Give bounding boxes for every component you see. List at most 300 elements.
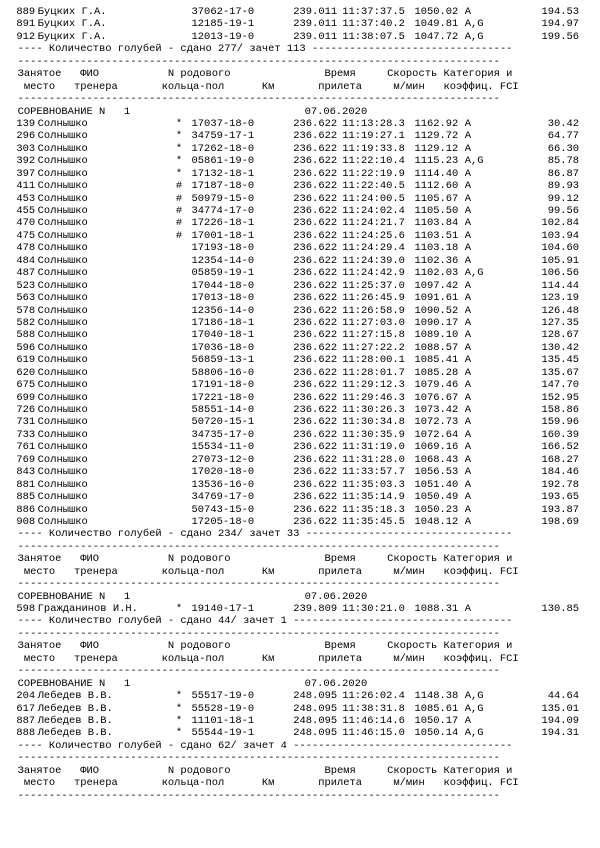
result-row — [0, 31, 600, 43]
cell-fci: 86.87 — [547, 167, 580, 180]
result-row — [0, 255, 600, 267]
cell-km: 236.622 — [293, 466, 338, 479]
cell-place: 296 — [16, 130, 36, 143]
cell-speed: 1085.61 — [414, 702, 459, 715]
result-row — [0, 603, 600, 615]
cell-time: 11:24:42.9 — [342, 267, 405, 280]
cell-name: Солнышко — [37, 379, 88, 392]
cell-ring: 34735-17-0 — [191, 428, 255, 441]
cell-name: Солнышко — [37, 217, 88, 230]
column-header-row-1: Занятое ФИО N родового Время Скорость Категория и — [17, 553, 513, 566]
competition-date: 07.06.2020 — [304, 677, 368, 690]
cell-ring: 17040-18-1 — [191, 329, 255, 342]
cell-cat: A — [464, 117, 471, 130]
pigeon-count-summary: ---- Количество голубей - сдано 277/ зачет 113 -------------------------------- — [17, 43, 513, 56]
cell-ring: 12356-14-0 — [191, 304, 255, 317]
separator-line — [0, 56, 600, 68]
cell-fci: 194.97 — [541, 18, 580, 31]
header-line-2 — [0, 653, 600, 665]
cell-fci: 158.86 — [541, 404, 580, 416]
result-row — [0, 441, 600, 453]
cell-name: Солнышко — [37, 117, 88, 130]
result-row — [0, 454, 600, 466]
cell-cat: A — [464, 503, 471, 516]
cell-cat: A — [464, 192, 471, 205]
result-row — [0, 690, 600, 702]
cell-place: 453 — [16, 192, 36, 205]
cell-fci: 44.64 — [547, 690, 580, 703]
cell-name: Буцких Г.А. — [37, 6, 107, 18]
separator: ----------------------------------------------------------------------------- — [17, 55, 500, 68]
cell-time: 11:19:27.1 — [342, 130, 405, 143]
cell-cat: A — [464, 254, 471, 267]
cell-cat: A — [464, 142, 471, 155]
cell-ring: 50720-15-1 — [191, 416, 255, 429]
cell-speed: 1148.38 — [414, 690, 459, 703]
cell-time: 11:30:34.8 — [342, 416, 405, 429]
cell-name: Солнышко — [37, 341, 88, 354]
cell-mark: # — [175, 180, 183, 193]
result-row — [0, 292, 600, 304]
cell-mark: * — [175, 130, 183, 143]
cell-ring: 55544-19-1 — [191, 727, 255, 740]
cell-fci: 193.87 — [541, 503, 580, 516]
cell-km: 236.622 — [293, 167, 338, 180]
cell-ring: 19140-17-1 — [191, 603, 255, 615]
column-header-row-1: Занятое ФИО N родового Время Скорость Категория и — [17, 640, 513, 653]
cell-place: 912 — [16, 30, 36, 43]
cell-time: 11:46:14.6 — [342, 714, 405, 727]
cell-speed: 1050.14 — [414, 727, 459, 740]
result-row — [0, 703, 600, 715]
cell-km: 236.622 — [293, 503, 338, 516]
result-row — [0, 18, 600, 30]
cell-speed: 1103.84 — [414, 217, 459, 230]
result-row — [0, 367, 600, 379]
cell-fci: 106.56 — [541, 267, 580, 280]
result-row — [0, 193, 600, 205]
cell-name: Солнышко — [37, 466, 88, 479]
cell-fci: 152.95 — [541, 391, 580, 404]
cell-cat: A,G — [464, 30, 484, 43]
cell-speed: 1048.12 — [414, 515, 459, 528]
cell-km: 236.622 — [293, 180, 338, 193]
cell-cat: A — [464, 354, 471, 367]
cell-speed: 1162.92 — [414, 117, 459, 130]
cell-ring: 17001-18-1 — [191, 229, 255, 242]
cell-cat: A — [464, 478, 471, 491]
separator: ----------------------------------------------------------------------------- — [17, 93, 500, 106]
cell-fci: 128.67 — [541, 329, 580, 342]
separator-line — [0, 665, 600, 677]
cell-place: 397 — [16, 167, 36, 180]
cell-name: Солнышко — [37, 180, 88, 193]
cell-ring: 17262-18-0 — [191, 142, 255, 155]
cell-cat: A — [464, 428, 471, 441]
cell-cat: A — [464, 603, 471, 615]
cell-speed: 1103.51 — [414, 229, 459, 242]
cell-speed: 1050.49 — [414, 491, 459, 504]
result-row — [0, 516, 600, 528]
cell-ring: 55528-19-0 — [191, 702, 255, 715]
pigeon-count-summary: ---- Количество голубей - сдано 44/ зачет 1 ----------------------------------- — [17, 615, 513, 628]
cell-ring: 17013-18-0 — [191, 292, 255, 305]
cell-km: 236.622 — [293, 491, 338, 504]
cell-time: 11:35:03.3 — [342, 478, 405, 491]
cell-km: 236.622 — [293, 117, 338, 130]
cell-name: Солнышко — [37, 428, 88, 441]
cell-fci: 89.93 — [547, 180, 580, 193]
cell-name: Солнышко — [37, 130, 88, 143]
separator: ----------------------------------------------------------------------------- — [17, 627, 500, 640]
cell-cat: A — [464, 491, 471, 504]
cell-place: 726 — [16, 404, 36, 416]
cell-km: 236.622 — [293, 142, 338, 155]
cell-name: Лебедев В.В. — [37, 727, 113, 740]
cell-cat: A — [464, 242, 471, 255]
cell-time: 11:28:00.1 — [342, 354, 405, 367]
cell-km: 236.622 — [293, 267, 338, 280]
cell-mark: # — [175, 229, 183, 242]
cell-fci: 184.46 — [541, 466, 580, 479]
cell-fci: 126.48 — [541, 304, 580, 317]
cell-cat: A — [464, 341, 471, 354]
cell-name: Солнышко — [37, 254, 88, 267]
cell-time: 11:24:25.6 — [342, 229, 405, 242]
cell-km: 236.622 — [293, 379, 338, 392]
cell-ring: 34769-17-0 — [191, 491, 255, 504]
cell-ring: 13536-16-0 — [191, 478, 255, 491]
result-row — [0, 479, 600, 491]
cell-cat: A — [464, 416, 471, 429]
cell-km: 236.622 — [293, 217, 338, 230]
cell-name: Солнышко — [37, 416, 88, 429]
cell-ring: 12354-14-0 — [191, 254, 255, 267]
cell-mark: * — [175, 690, 183, 703]
cell-place: 487 — [16, 267, 36, 280]
result-row — [0, 354, 600, 366]
cell-name: Солнышко — [37, 404, 88, 416]
cell-place: 733 — [16, 428, 36, 441]
cell-km: 248.095 — [293, 690, 338, 703]
cell-fci: 99.12 — [547, 192, 580, 205]
cell-fci: 194.09 — [541, 714, 580, 727]
cell-time: 11:31:28.0 — [342, 453, 405, 466]
cell-cat: A — [464, 292, 471, 305]
cell-place: 204 — [16, 690, 36, 703]
cell-place: 885 — [16, 491, 36, 504]
cell-time: 11:35:18.3 — [342, 503, 405, 516]
cell-cat: A — [464, 404, 471, 416]
competition-label: СОРЕВНОВАНИЕ N 1 — [17, 105, 131, 118]
result-row — [0, 217, 600, 229]
cell-time: 11:30:35.9 — [342, 428, 405, 441]
cell-ring: 27073-12-0 — [191, 453, 255, 466]
cell-time: 11:24:00.5 — [342, 192, 405, 205]
cell-km: 236.622 — [293, 229, 338, 242]
cell-speed: 1115.23 — [414, 155, 459, 168]
cell-time: 11:26:02.4 — [342, 690, 405, 703]
header-line-1 — [0, 553, 600, 565]
cell-ring: 15534-11-0 — [191, 441, 255, 454]
separator: ----------------------------------------------------------------------------- — [17, 752, 500, 765]
cell-speed: 1079.46 — [414, 379, 459, 392]
result-row — [0, 130, 600, 142]
cell-km: 248.095 — [293, 714, 338, 727]
cell-ring: 12013-19-0 — [191, 30, 255, 43]
cell-cat: A — [464, 379, 471, 392]
cell-time: 11:13:28.3 — [342, 117, 405, 130]
cell-fci: 66.30 — [547, 142, 580, 155]
cell-fci: 160.39 — [541, 428, 580, 441]
cell-place: 761 — [16, 441, 36, 454]
cell-ring: 12185-19-1 — [191, 18, 255, 31]
cell-km: 236.622 — [293, 155, 338, 168]
pigeon-count-summary: ---- Количество голубей - сдано 62/ зачет 4 ----------------------------------- — [17, 739, 513, 752]
cell-cat: A — [464, 167, 471, 180]
cell-cat: A,G — [464, 702, 484, 715]
cell-speed: 1129.72 — [414, 130, 459, 143]
cell-km: 236.622 — [293, 341, 338, 354]
result-row — [0, 317, 600, 329]
cell-name: Солнышко — [37, 205, 88, 217]
cell-time: 11:22:10.4 — [342, 155, 405, 168]
cell-ring: 17037-18-0 — [191, 117, 255, 130]
competition-line — [0, 591, 600, 603]
cell-speed: 1051.40 — [414, 478, 459, 491]
result-row — [0, 491, 600, 503]
cell-name: Солнышко — [37, 267, 88, 280]
cell-cat: A,G — [464, 727, 484, 740]
cell-km: 236.622 — [293, 192, 338, 205]
cell-place: 620 — [16, 366, 36, 379]
cell-ring: 17191-18-0 — [191, 379, 255, 392]
cell-name: Буцких Г.А. — [37, 18, 107, 31]
cell-mark: * — [175, 702, 183, 715]
cell-name: Солнышко — [37, 229, 88, 242]
cell-cat: A — [464, 279, 471, 292]
header-line-1 — [0, 640, 600, 652]
cell-time: 11:24:21.7 — [342, 217, 405, 230]
cell-km: 236.622 — [293, 130, 338, 143]
cell-ring: 17193-18-0 — [191, 242, 255, 255]
cell-ring: 50743-15-0 — [191, 503, 255, 516]
cell-mark: # — [175, 217, 183, 230]
cell-fci: 166.52 — [541, 441, 580, 454]
result-row — [0, 230, 600, 242]
cell-time: 11:29:46.3 — [342, 391, 405, 404]
separator: ----------------------------------------------------------------------------- — [17, 665, 500, 678]
total-line — [0, 43, 600, 55]
cell-cat: A — [464, 304, 471, 317]
cell-km: 236.622 — [293, 366, 338, 379]
cell-place: 891 — [16, 18, 36, 31]
total-line — [0, 740, 600, 752]
cell-ring: 17044-18-0 — [191, 279, 255, 292]
cell-place: 582 — [16, 316, 36, 329]
result-row — [0, 429, 600, 441]
cell-mark: * — [175, 714, 183, 727]
cell-place: 523 — [16, 279, 36, 292]
competition-line — [0, 106, 600, 118]
cell-cat: A — [464, 217, 471, 230]
cell-ring: 17226-18-1 — [191, 217, 255, 230]
cell-name: Солнышко — [37, 279, 88, 292]
cell-name: Лебедев В.В. — [37, 714, 113, 727]
cell-speed: 1073.42 — [414, 404, 459, 416]
cell-speed: 1072.73 — [414, 416, 459, 429]
cell-km: 236.622 — [293, 292, 338, 305]
cell-cat: A,G — [464, 267, 484, 280]
cell-cat: A — [464, 466, 471, 479]
cell-name: Солнышко — [37, 155, 88, 168]
cell-ring: 34759-17-1 — [191, 130, 255, 143]
competition-label: СОРЕВНОВАНИЕ N 1 — [17, 590, 131, 603]
cell-place: 478 — [16, 242, 36, 255]
cell-fci: 127.35 — [541, 316, 580, 329]
cell-place: 888 — [16, 727, 36, 740]
cell-name: Солнышко — [37, 316, 88, 329]
cell-fci: 194.31 — [541, 727, 580, 740]
cell-km: 236.622 — [293, 279, 338, 292]
cell-time: 11:46:15.0 — [342, 727, 405, 740]
cell-km: 236.622 — [293, 242, 338, 255]
cell-place: 769 — [16, 453, 36, 466]
cell-time: 11:26:45.9 — [342, 292, 405, 305]
cell-time: 11:37:37.5 — [342, 6, 405, 18]
cell-place: 563 — [16, 292, 36, 305]
cell-km: 239.011 — [293, 18, 338, 31]
column-header-row-1: Занятое ФИО N родового Время Скорость Категория и — [17, 68, 513, 81]
cell-cat: A,G — [464, 690, 484, 703]
cell-cat: A — [464, 130, 471, 143]
result-row — [0, 155, 600, 167]
column-header-row-2: место тренера кольца-пол Км прилета м/мин коэффиц. FCI — [17, 565, 519, 578]
cell-place: 411 — [16, 180, 36, 193]
cell-fci: 130.85 — [541, 603, 580, 615]
cell-fci: 168.27 — [541, 453, 580, 466]
column-header-row-1: Занятое ФИО N родового Время Скорость Категория и — [17, 764, 513, 777]
cell-name: Солнышко — [37, 366, 88, 379]
cell-mark: * — [175, 727, 183, 740]
separator-line — [0, 578, 600, 590]
cell-fci: 192.78 — [541, 478, 580, 491]
cell-km: 236.622 — [293, 416, 338, 429]
cell-mark: * — [175, 167, 183, 180]
cell-fci: 30.42 — [547, 117, 580, 130]
cell-ring: 37062-17-0 — [191, 6, 255, 18]
cell-time: 11:24:29.4 — [342, 242, 405, 255]
cell-cat: A — [464, 515, 471, 528]
result-row — [0, 392, 600, 404]
result-row — [0, 180, 600, 192]
separator: ----------------------------------------------------------------------------- — [17, 789, 500, 802]
cell-speed: 1050.17 — [414, 714, 459, 727]
cell-speed: 1085.41 — [414, 354, 459, 367]
cell-place: 617 — [16, 702, 36, 715]
cell-time: 11:26:58.9 — [342, 304, 405, 317]
cell-fci: 198.69 — [541, 515, 580, 528]
cell-km: 236.622 — [293, 205, 338, 217]
cell-place: 588 — [16, 329, 36, 342]
cell-mark: * — [175, 603, 183, 615]
cell-place: 843 — [16, 466, 36, 479]
cell-name: Солнышко — [37, 491, 88, 504]
cell-name: Солнышко — [37, 453, 88, 466]
cell-time: 11:35:14.9 — [342, 491, 405, 504]
cell-fci: 114.44 — [541, 279, 580, 292]
cell-place: 596 — [16, 341, 36, 354]
cell-place: 887 — [16, 714, 36, 727]
cell-speed: 1056.53 — [414, 466, 459, 479]
cell-cat: A,G — [464, 155, 484, 168]
cell-place: 470 — [16, 217, 36, 230]
cell-ring: 17187-18-0 — [191, 180, 255, 193]
cell-place: 619 — [16, 354, 36, 367]
cell-name: Солнышко — [37, 354, 88, 367]
cell-speed: 1129.12 — [414, 142, 459, 155]
cell-speed: 1105.50 — [414, 205, 459, 217]
cell-place: 886 — [16, 503, 36, 516]
cell-cat: A — [464, 366, 471, 379]
result-row — [0, 329, 600, 341]
result-row — [0, 280, 600, 292]
cell-ring: 17221-18-0 — [191, 391, 255, 404]
cell-ring: 17020-18-0 — [191, 466, 255, 479]
cell-speed: 1088.57 — [414, 341, 459, 354]
cell-cat: A — [464, 453, 471, 466]
cell-name: Солнышко — [37, 515, 88, 528]
cell-fci: 85.78 — [547, 155, 580, 168]
cell-place: 392 — [16, 155, 36, 168]
cell-mark: * — [175, 117, 183, 130]
header-line-2 — [0, 81, 600, 93]
cell-time: 11:22:19.9 — [342, 167, 405, 180]
cell-ring: 50979-15-0 — [191, 192, 255, 205]
cell-km: 236.622 — [293, 354, 338, 367]
cell-km: 248.095 — [293, 727, 338, 740]
cell-ring: 05859-19-1 — [191, 267, 255, 280]
cell-place: 578 — [16, 304, 36, 317]
cell-time: 11:19:33.8 — [342, 142, 405, 155]
cell-km: 236.622 — [293, 254, 338, 267]
cell-time: 11:22:40.5 — [342, 180, 405, 193]
cell-ring: 05861-19-0 — [191, 155, 255, 168]
cell-fci: 64.77 — [547, 130, 580, 143]
cell-cat: A — [464, 229, 471, 242]
separator-line — [0, 541, 600, 553]
cell-fci: 135.01 — [541, 702, 580, 715]
cell-speed: 1047.72 — [414, 30, 459, 43]
cell-name: Солнышко — [37, 142, 88, 155]
header-line-2 — [0, 566, 600, 578]
cell-name: Солнышко — [37, 192, 88, 205]
cell-name: Солнышко — [37, 441, 88, 454]
cell-fci: 104.60 — [541, 242, 580, 255]
header-line-1 — [0, 68, 600, 80]
cell-ring: 58806-16-0 — [191, 366, 255, 379]
result-row — [0, 118, 600, 130]
cell-speed: 1049.81 — [414, 18, 459, 31]
cell-place: 139 — [16, 117, 36, 130]
cell-km: 236.622 — [293, 316, 338, 329]
competition-date: 07.06.2020 — [304, 105, 368, 118]
cell-place: 881 — [16, 478, 36, 491]
cell-speed: 1102.03 — [414, 267, 459, 280]
cell-name: Солнышко — [37, 292, 88, 305]
result-row — [0, 168, 600, 180]
cell-km: 239.011 — [293, 6, 338, 18]
